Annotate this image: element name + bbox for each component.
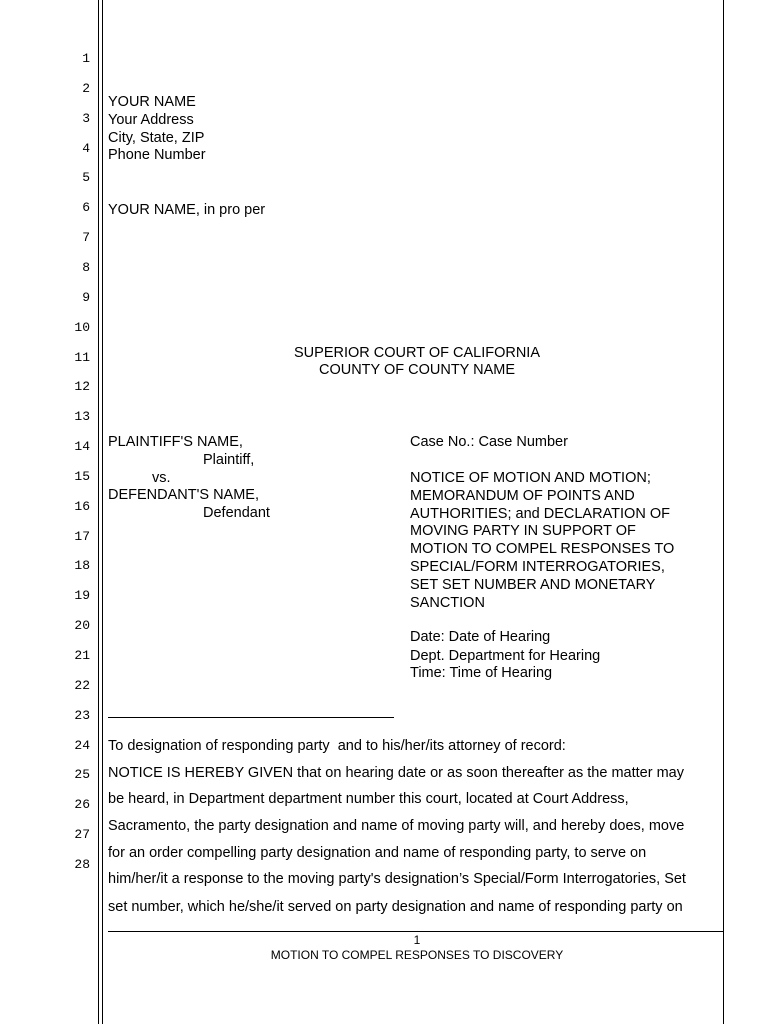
header-name: YOUR NAME [108,94,196,110]
motion-title-line: MOVING PARTY IN SUPPORT OF [410,523,636,540]
line-number: 20 [74,618,90,634]
header-address: Your Address [108,112,194,128]
line-number: 9 [82,289,90,305]
caption-divider [108,717,394,718]
footer-rule [108,931,723,932]
line-number: 11 [74,349,90,365]
body-line: for an order compelling party designation and name of responding party, to serve on [108,845,647,861]
body-line: him/her/it a response to the moving party's designation’s Special/Form Interrogatories, Set [108,871,686,887]
line-number: 2 [82,80,90,96]
line-number: 8 [82,259,90,275]
line-number: 4 [82,140,90,156]
line-number: 7 [82,230,90,246]
body-line: To designation of responding party and to his/her/its attorney of record: [108,738,566,754]
line-number: 28 [74,856,90,872]
body-line: NOTICE IS HEREBY GIVEN that on hearing date or as soon thereafter as the matter may [108,765,684,781]
motion-title-line: MOTION TO COMPEL RESPONSES TO [410,541,675,558]
body-line: Sacramento, the party designation and name of moving party will, and hereby does, move [108,818,685,834]
line-number: 21 [74,648,90,663]
line-number: 3 [82,110,90,126]
motion-title-line: NOTICE OF MOTION AND MOTION; [410,470,651,486]
body-line: be heard, in Department department number this court, located at Court Address, [108,791,629,807]
line-number: 19 [74,588,90,604]
defendant-role: Defendant [203,505,270,521]
line-number: 5 [82,170,90,186]
motion-title-line: SET SET NUMBER AND MONETARY [410,576,656,593]
line-number: 6 [82,200,90,216]
line-number: 1 [82,51,90,66]
footer-page-number: 1 [413,933,421,947]
hearing-date: Date: Date of Hearing [410,629,551,645]
header-pro-per: YOUR NAME, in pro per [108,202,266,218]
header-city-state-zip: City, State, ZIP [108,130,205,146]
motion-title-line: SPECIAL/FORM INTERROGATORIES, [410,559,665,575]
left-margin-rule-outer [98,0,99,1024]
hearing-dept: Dept. Department for Hearing [410,648,601,664]
line-number: 27 [74,827,90,843]
line-number: 22 [74,677,90,693]
case-number: Case No.: Case Number [410,434,568,450]
line-number: 12 [74,379,90,395]
line-number: 24 [74,737,90,753]
motion-title-line: MEMORANDUM OF POINTS AND [410,487,635,504]
plaintiff-role: Plaintiff, [203,452,255,468]
court-name: SUPERIOR COURT OF CALIFORNIA [294,345,540,361]
motion-title-line: SANCTION [410,594,485,611]
left-margin-rule-inner [102,0,103,1024]
versus: vs. [152,470,171,486]
right-margin-rule [723,0,724,1024]
header-phone: Phone Number [108,147,206,163]
line-number: 23 [74,707,90,723]
line-number: 17 [74,528,90,544]
line-number: 18 [74,558,90,574]
line-number: 10 [74,319,90,335]
footer-title: MOTION TO COMPEL RESPONSES TO DISCOVERY [270,948,564,962]
defendant-name: DEFENDANT'S NAME, [108,487,260,503]
hearing-time: Time: Time of Hearing [410,665,553,681]
line-number: 16 [74,498,90,514]
line-number: 13 [74,409,90,425]
motion-title-line: AUTHORITIES; and DECLARATION OF [410,505,670,522]
line-number: 14 [74,439,90,455]
line-number: 26 [74,797,90,813]
plaintiff-name: PLAINTIFF'S NAME, [108,434,243,450]
body-line: set number, which he/she/it served on party designation and name of responding party on [108,899,683,915]
court-county: COUNTY OF COUNTY NAME [318,362,516,378]
line-number: 15 [74,468,90,484]
line-number: 25 [74,767,90,783]
